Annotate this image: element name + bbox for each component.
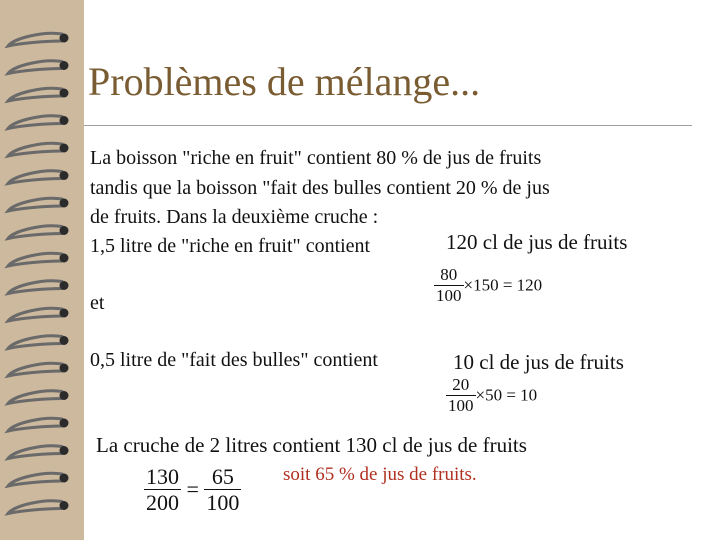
binding-ring-icon xyxy=(8,198,69,211)
binding-ring-icon xyxy=(8,501,69,514)
binding-ring-icon xyxy=(8,391,69,404)
binding-ring-icon xyxy=(8,226,69,239)
final-calc xyxy=(144,465,241,514)
binding-ring-icon xyxy=(8,446,69,459)
fraction-denominator: 100 xyxy=(206,490,240,516)
connector-text: et xyxy=(90,292,105,314)
fraction-20-100 xyxy=(446,376,476,415)
binding-ring-icon xyxy=(8,33,69,46)
final-text: soit 65 % de jus de fruits. xyxy=(283,464,477,485)
calc-1 xyxy=(434,266,542,305)
calc-2 xyxy=(446,376,537,415)
calc-2-rest: ×50 = 10 xyxy=(475,385,538,405)
binding-ring-icon xyxy=(8,363,69,376)
binding-ring-icon xyxy=(8,473,69,486)
binding-ring-icon xyxy=(8,281,69,294)
calc-1-rest: ×150 = 120 xyxy=(463,275,543,295)
fraction-denominator: 100 xyxy=(448,395,474,415)
spiral-binding xyxy=(0,0,84,540)
fraction-65-100 xyxy=(204,465,241,514)
intro-line-1: La boisson "riche en fruit" contient 80 % de jus de fruits xyxy=(90,147,542,169)
fraction-denominator: 200 xyxy=(146,490,179,516)
fraction-numerator: 65 xyxy=(204,465,241,490)
fraction-denominator: 100 xyxy=(436,285,462,305)
binding-ring-icon xyxy=(8,61,69,74)
result-2: 10 cl de jus de fruits xyxy=(453,350,624,374)
binding-ring-icon xyxy=(8,88,69,101)
intro-line-3: de fruits. Dans la deuxième cruche : xyxy=(90,206,379,228)
line-2: 0,5 litre de "fait des bulles" contient xyxy=(90,349,378,371)
conclusion-text: La cruche de 2 litres contient 130 cl de jus de fruits xyxy=(96,433,527,457)
binding-ring-icon xyxy=(8,308,69,321)
fraction-130-200 xyxy=(144,465,181,514)
intro-line-4: 1,5 litre de "riche en fruit" contient xyxy=(90,235,371,257)
intro-line-2: tandis que la boisson "fait des bulles contient 20 % de jus xyxy=(90,177,550,199)
equals-sign: = xyxy=(186,476,199,502)
fraction-80-100 xyxy=(434,266,464,305)
title-divider xyxy=(84,125,692,126)
binding-ring-icon xyxy=(8,116,69,129)
page-title: Problèmes de mélange... xyxy=(88,59,481,104)
fraction-numerator: 20 xyxy=(446,376,476,396)
binding-ring-icon xyxy=(8,336,69,349)
binding-ring-icon xyxy=(8,253,69,266)
fraction-numerator: 80 xyxy=(434,266,464,286)
fraction-numerator: 130 xyxy=(146,464,179,489)
result-1: 120 cl de jus de fruits xyxy=(446,230,628,254)
binding-ring-icon xyxy=(8,143,69,156)
binding-ring-icon xyxy=(8,171,69,184)
binding-ring-icon xyxy=(8,418,69,431)
